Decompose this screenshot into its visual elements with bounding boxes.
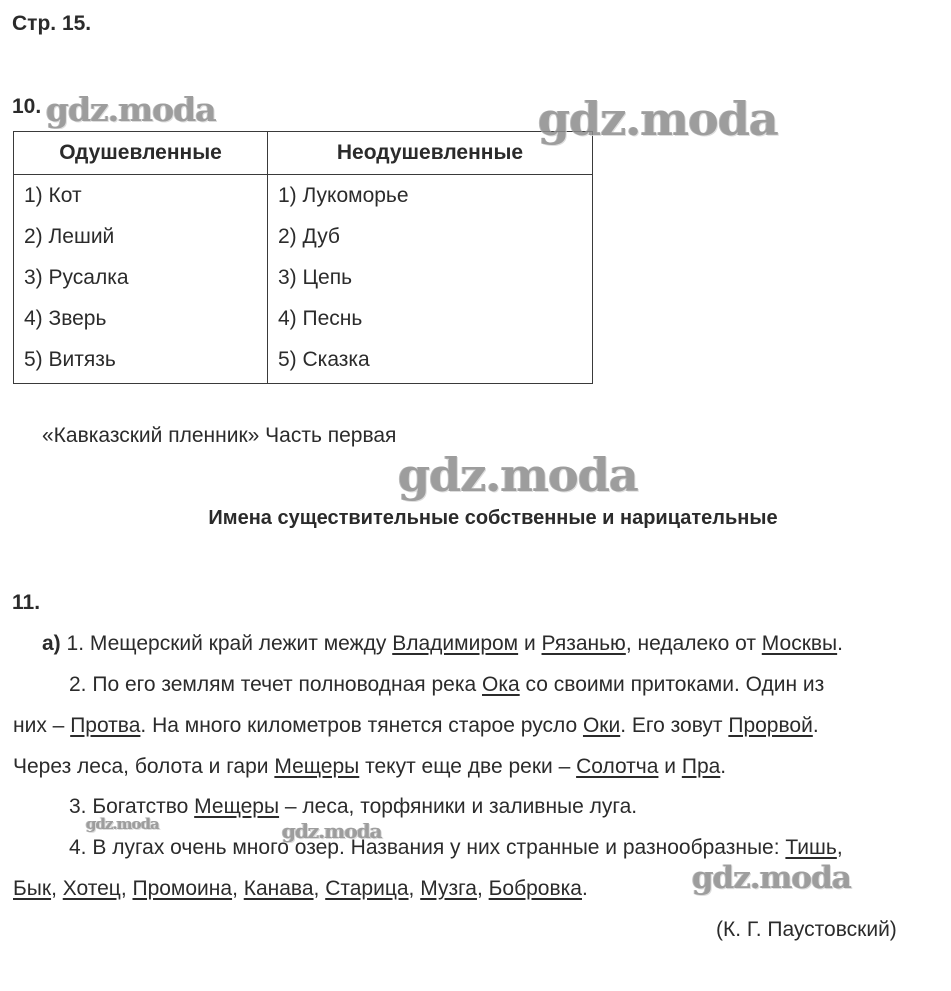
- proper-noun: Оки: [582, 714, 621, 737]
- proper-noun: Мещеры: [194, 795, 280, 818]
- text-run: и: [658, 755, 682, 778]
- text-run: со своими притоками. Один из: [519, 673, 825, 696]
- source-title: «Кавказский пленник» Часть первая: [42, 424, 397, 447]
- text-run: . Его зовут: [620, 714, 729, 737]
- proper-noun: Старица: [325, 877, 409, 900]
- header-inanimate: Неодушевленные: [268, 132, 593, 175]
- text-run: 3. Богатство: [69, 795, 195, 818]
- text-run: и: [518, 632, 542, 655]
- proper-noun: Бык: [13, 877, 52, 900]
- proper-noun: Протва: [70, 714, 141, 737]
- text-run: Через леса, болота и гари: [13, 755, 275, 778]
- inanimate-column: [268, 175, 593, 384]
- animate-item: 2) Леший: [24, 225, 115, 248]
- proper-noun: Мещеры: [274, 755, 360, 778]
- author-attribution: (К. Г. Паустовский): [716, 918, 897, 941]
- text-run: ,: [232, 877, 244, 900]
- text-run: ,: [836, 836, 843, 859]
- watermark: gdz.moda: [282, 819, 382, 843]
- text-run: .: [581, 877, 588, 900]
- animate-item: 5) Витязь: [24, 348, 116, 371]
- text-run: ,: [476, 877, 489, 900]
- proper-noun: Бобровка: [488, 877, 582, 900]
- inanimate-item: 3) Цепь: [278, 266, 353, 289]
- text-run: ,: [51, 877, 63, 900]
- animate-item: 1) Кот: [24, 184, 82, 207]
- watermark: gdz.moda: [538, 92, 778, 146]
- proper-noun: Рязанью: [541, 632, 626, 655]
- text-run: .: [812, 714, 819, 737]
- animate-item: 4) Зверь: [24, 307, 107, 330]
- watermark: gdz.moda: [86, 815, 159, 833]
- text-run: – леса, торфяники и заливные луга.: [279, 795, 638, 818]
- proper-noun: Промоина: [132, 877, 233, 900]
- sentence-3: [13, 705, 819, 746]
- proper-noun: Москвы: [761, 632, 838, 655]
- proper-noun: Музга: [420, 877, 477, 900]
- sentence-7: [13, 868, 588, 909]
- watermark: gdz.moda: [46, 90, 216, 129]
- header-animate: Одушевленные: [14, 132, 268, 175]
- text-run: , недалеко от: [625, 632, 762, 655]
- text-run: них –: [13, 714, 71, 737]
- sentence-4: [13, 746, 726, 787]
- task-10-number: 10.: [12, 95, 42, 118]
- animate-item: 3) Русалка: [24, 266, 129, 289]
- text-run: .: [720, 755, 727, 778]
- proper-noun: Тишь: [785, 836, 837, 859]
- text-run: текут еще две реки –: [359, 755, 577, 778]
- text-run: 4. В лугах очень много озер. Названия у них странные и разнообразные:: [69, 836, 786, 859]
- animate-column: [14, 175, 268, 384]
- animacy-table: [13, 131, 593, 384]
- proper-noun: Ока: [482, 673, 520, 696]
- text-run: ,: [408, 877, 421, 900]
- text-run: ,: [120, 877, 133, 900]
- sentence-1: [42, 623, 843, 664]
- text-run: ,: [313, 877, 326, 900]
- part-label: а): [42, 632, 61, 655]
- text-run: 2. По его землям течет полноводная река: [69, 673, 483, 696]
- task-11-number: 11.: [12, 591, 41, 614]
- inanimate-item: 5) Сказка: [278, 348, 370, 371]
- text-run: .: [837, 632, 843, 655]
- proper-noun: Прорвой: [728, 714, 813, 737]
- inanimate-item: 4) Песнь: [278, 307, 363, 330]
- proper-noun: Солотча: [576, 755, 659, 778]
- inanimate-item: 1) Лукоморье: [278, 184, 409, 207]
- inanimate-item: 2) Дуб: [278, 225, 340, 248]
- page-number: Стр. 15.: [12, 12, 92, 35]
- sentence-2: [69, 664, 824, 705]
- text-run: 1. Мещерский край лежит между: [66, 632, 393, 655]
- proper-noun: Канава: [243, 877, 314, 900]
- proper-noun: Владимиром: [392, 632, 519, 655]
- proper-noun: Хотец: [62, 877, 121, 900]
- text-run: . На много километров тянется старое русло: [140, 714, 583, 737]
- watermark: gdz.moda: [692, 860, 851, 896]
- proper-noun: Пра: [681, 755, 721, 778]
- watermark: gdz.moda: [398, 448, 638, 502]
- section-heading: Имена существительные собственные и нарицательные: [208, 507, 778, 529]
